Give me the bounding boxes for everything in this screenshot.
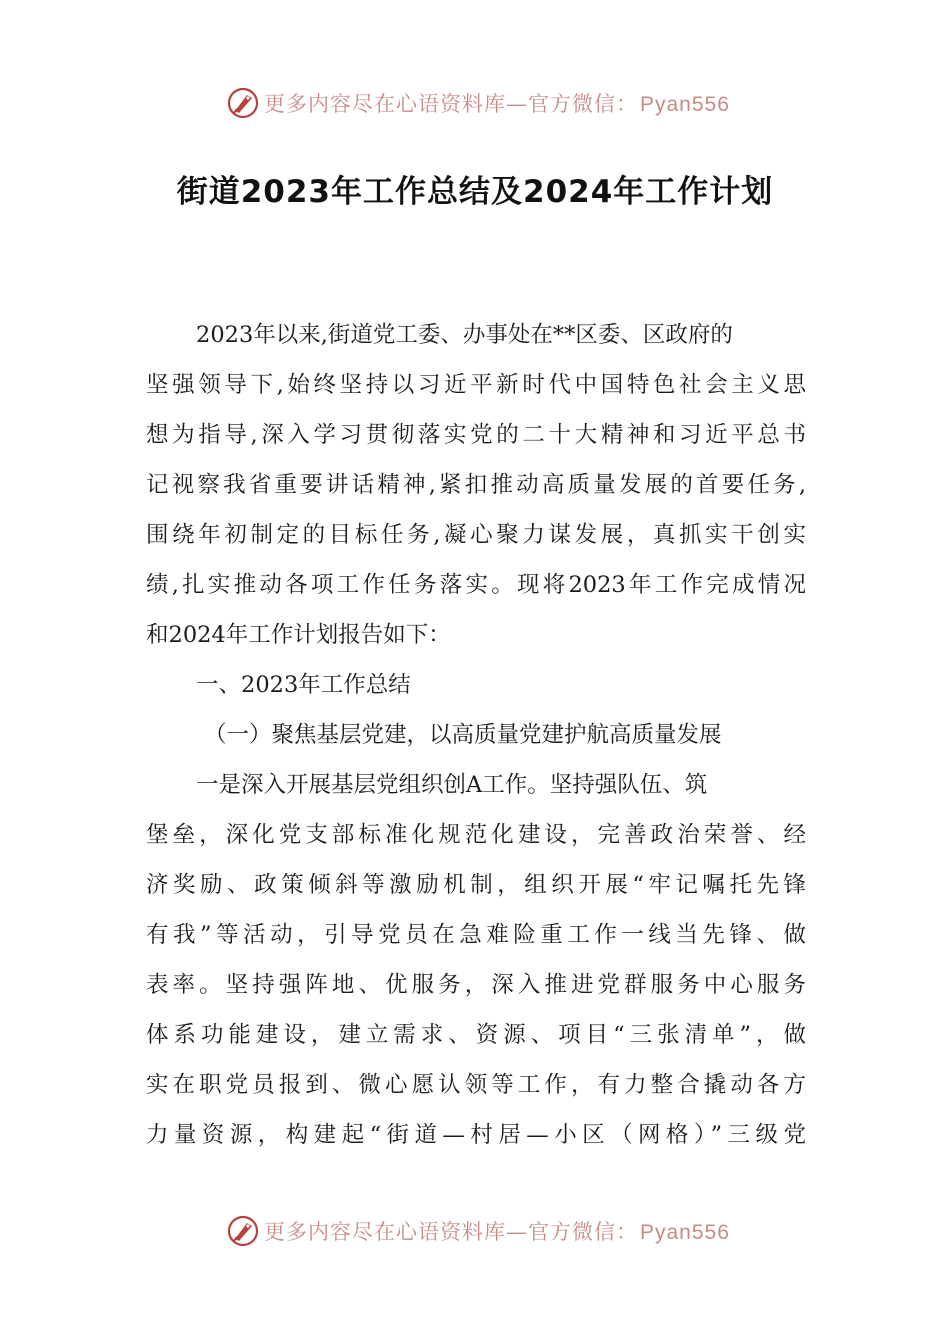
watermark-wechat-id: Pyan556 — [640, 1221, 730, 1244]
document-body — [146, 310, 806, 1160]
paragraph-line: 围绕年初制定的目标任务,凝心聚力谋发展，真抓实干创实 — [146, 522, 806, 548]
subsection-heading: （一）聚焦基层党建，以高质量党建护航高质量发展 — [204, 722, 722, 748]
paragraph-line: 表率。坚持强阵地、优服务，深入推进党群服务中心服务 — [146, 972, 806, 998]
paragraph-line: 一是深入开展基层党组织创A工作。坚持强队伍、筑 — [196, 772, 708, 798]
section-heading: 一、2023年工作总结 — [196, 672, 411, 698]
document-title: 街道2023年工作总结及2024年工作计划 — [176, 174, 774, 210]
paragraph-line: 和2024年工作计划报告如下： — [146, 622, 451, 648]
paragraph-line: 实在职党员报到、微心愿认领等工作，有力整合撬动各方 — [146, 1072, 806, 1098]
paragraph-line: 体系功能建设，建立需求、资源、项目“三张清单”，做 — [146, 1022, 806, 1048]
watermark-wechat-id: Pyan556 — [640, 93, 730, 116]
watermark-banner-top — [0, 82, 950, 122]
watermark-text: 更多内容尽在心语资料库—官方微信：Pyan556 — [264, 92, 730, 116]
paragraph-line: 坚强领导下,始终坚持以习近平新时代中国特色社会主义思 — [146, 372, 806, 398]
paragraph-line: 绩,扎实推动各项工作任务落实。现将2023年工作完成情况 — [146, 572, 806, 598]
paragraph-line: 有我”等活动，引导党员在急难险重工作一线当先锋、做 — [146, 922, 806, 948]
paragraph-line: 2023年以来,街道党工委、办事处在**区委、区政府的 — [196, 322, 733, 348]
paragraph-line: 力量资源，构建起“街道—村居—小区（网格）”三级党 — [146, 1122, 806, 1148]
pen-nib-logo-icon — [226, 86, 260, 120]
pen-nib-logo-icon — [226, 1214, 260, 1248]
paragraph-line: 济奖励、政策倾斜等激励机制，组织开展“牢记嘱托先锋 — [146, 872, 806, 898]
paragraph-line: 想为指导,深入学习贯彻落实党的二十大精神和习近平总书 — [146, 422, 806, 448]
paragraph-line: 堡垒，深化党支部标准化规范化建设，完善政治荣誉、经 — [146, 822, 806, 848]
paragraph-line: 记视察我省重要讲话精神,紧扣推动高质量发展的首要任务, — [146, 472, 806, 498]
watermark-text: 更多内容尽在心语资料库—官方微信：Pyan556 — [264, 1220, 730, 1244]
watermark-banner-bottom — [0, 1210, 950, 1250]
